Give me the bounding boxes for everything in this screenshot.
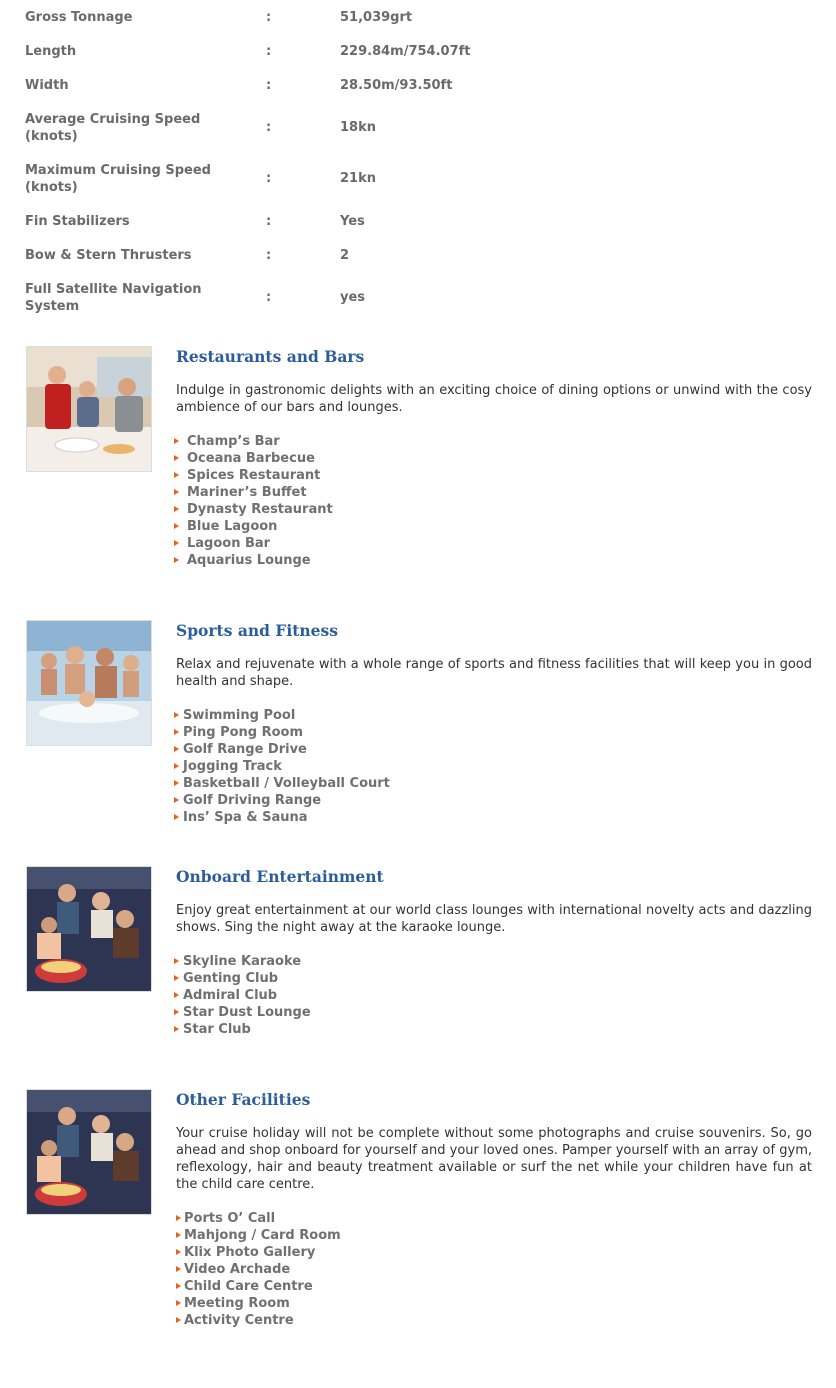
list-item: Video Archade bbox=[176, 1261, 341, 1278]
spec-value: 229.84m/754.07ft bbox=[340, 44, 471, 59]
list-item: Oceana Barbecue bbox=[174, 450, 333, 467]
spec-colon: : bbox=[266, 171, 272, 186]
list-item: Swimming Pool bbox=[174, 707, 390, 724]
spec-label: Fin Stabilizers bbox=[25, 214, 130, 229]
list-item: Champ’s Bar bbox=[174, 433, 333, 450]
bullet-arrow-icon bbox=[174, 455, 179, 461]
spec-value: 21kn bbox=[340, 171, 376, 186]
spec-value: 18kn bbox=[340, 120, 376, 135]
bullet-arrow-icon bbox=[174, 557, 179, 563]
list-item: Jogging Track bbox=[174, 758, 390, 775]
spec-colon: : bbox=[266, 248, 272, 263]
bullet-arrow-icon bbox=[174, 763, 179, 769]
list-item: Mariner’s Buffet bbox=[174, 484, 333, 501]
list-item: Child Care Centre bbox=[176, 1278, 341, 1295]
facility-list bbox=[174, 433, 333, 569]
list-item: Klix Photo Gallery bbox=[176, 1244, 341, 1261]
bullet-arrow-icon bbox=[174, 540, 179, 546]
bullet-arrow-icon bbox=[174, 489, 179, 495]
spec-value: 28.50m/93.50ft bbox=[340, 78, 453, 93]
list-item: Dynasty Restaurant bbox=[174, 501, 333, 518]
spec-value: 51,039grt bbox=[340, 10, 413, 25]
section-title: Restaurants and Bars bbox=[176, 347, 365, 366]
bullet-arrow-icon bbox=[174, 958, 179, 964]
facility-list bbox=[174, 707, 390, 826]
list-item: Golf Driving Range bbox=[174, 792, 390, 809]
list-item: Admiral Club bbox=[174, 987, 311, 1004]
spec-label: Maximum Cruising Speed (knots) bbox=[25, 163, 211, 195]
section-title: Other Facilities bbox=[176, 1090, 311, 1109]
bullet-arrow-icon bbox=[174, 975, 179, 981]
list-item: Basketball / Volleyball Court bbox=[174, 775, 390, 792]
list-item: Golf Range Drive bbox=[174, 741, 390, 758]
bullet-arrow-icon bbox=[176, 1232, 181, 1238]
section-title: Sports and Fitness bbox=[176, 621, 339, 640]
bullet-arrow-icon bbox=[176, 1266, 181, 1272]
bullet-arrow-icon bbox=[174, 746, 179, 752]
section-description: Indulge in gastronomic delights with an exciting choice of dining options or unwind with the cosy ambience of our bars and lounges. bbox=[176, 383, 812, 415]
list-item: Ports O’ Call bbox=[176, 1210, 341, 1227]
spec-value: yes bbox=[340, 290, 366, 305]
facility-list bbox=[174, 953, 311, 1038]
bullet-arrow-icon bbox=[174, 712, 179, 718]
bullet-arrow-icon bbox=[174, 506, 179, 512]
spec-label: Average Cruising Speed (knots) bbox=[25, 112, 201, 144]
list-item: Meeting Room bbox=[176, 1295, 341, 1312]
facility-list bbox=[176, 1210, 341, 1329]
list-item: Ping Pong Room bbox=[174, 724, 390, 741]
bullet-arrow-icon bbox=[176, 1317, 181, 1323]
list-item: Activity Centre bbox=[176, 1312, 341, 1329]
list-item: Star Club bbox=[174, 1021, 311, 1038]
list-item: Blue Lagoon bbox=[174, 518, 333, 535]
section-title: Onboard Entertainment bbox=[176, 867, 384, 886]
spec-value: Yes bbox=[340, 214, 365, 229]
sports-photo bbox=[26, 620, 152, 746]
spec-value: 2 bbox=[340, 248, 350, 263]
bullet-arrow-icon bbox=[174, 472, 179, 478]
list-item: Star Dust Lounge bbox=[174, 1004, 311, 1021]
spec-label: Gross Tonnage bbox=[25, 10, 133, 25]
spec-colon: : bbox=[266, 10, 272, 25]
spec-colon: : bbox=[266, 44, 272, 59]
bullet-arrow-icon bbox=[174, 1009, 179, 1015]
list-item: Genting Club bbox=[174, 970, 311, 987]
facilities-photo bbox=[26, 1089, 152, 1215]
list-item: Spices Restaurant bbox=[174, 467, 333, 484]
section-description: Your cruise holiday will not be complete without some photographs and cruise souvenirs. So, go ahead and shop onboard for yourself and your loved ones. Pamper yourself with an array of gym, reflexology, hair and beauty treatment available or surf the net while your children have fun at the child care centre. bbox=[176, 1126, 812, 1192]
bullet-arrow-icon bbox=[174, 992, 179, 998]
bullet-arrow-icon bbox=[174, 1026, 179, 1032]
bullet-arrow-icon bbox=[174, 797, 179, 803]
spec-label: Length bbox=[25, 44, 77, 59]
bullet-arrow-icon bbox=[174, 814, 179, 820]
restaurant-photo bbox=[26, 346, 152, 472]
bullet-arrow-icon bbox=[174, 729, 179, 735]
spec-label: Width bbox=[25, 78, 69, 93]
spec-colon: : bbox=[266, 290, 272, 305]
section-description: Enjoy great entertainment at our world class lounges with international novelty acts and dazzling shows. Sing the night away at the karaoke lounge. bbox=[176, 903, 812, 935]
section-description: Relax and rejuvenate with a whole range of sports and fitness facilities that will keep you in good health and shape. bbox=[176, 657, 812, 689]
bullet-arrow-icon bbox=[174, 438, 179, 444]
list-item: Skyline Karaoke bbox=[174, 953, 311, 970]
bullet-arrow-icon bbox=[174, 780, 179, 786]
list-item: Ins’ Spa & Sauna bbox=[174, 809, 390, 826]
entertainment-photo bbox=[26, 866, 152, 992]
spec-label: Bow & Stern Thrusters bbox=[25, 248, 192, 263]
bullet-arrow-icon bbox=[176, 1215, 181, 1221]
spec-label: Full Satellite Navigation System bbox=[25, 282, 202, 314]
list-item: Lagoon Bar bbox=[174, 535, 333, 552]
bullet-arrow-icon bbox=[176, 1300, 181, 1306]
list-item: Aquarius Lounge bbox=[174, 552, 333, 569]
list-item: Mahjong / Card Room bbox=[176, 1227, 341, 1244]
bullet-arrow-icon bbox=[174, 523, 179, 529]
spec-colon: : bbox=[266, 214, 272, 229]
spec-colon: : bbox=[266, 120, 272, 135]
bullet-arrow-icon bbox=[176, 1249, 181, 1255]
spec-colon: : bbox=[266, 78, 272, 93]
bullet-arrow-icon bbox=[176, 1283, 181, 1289]
